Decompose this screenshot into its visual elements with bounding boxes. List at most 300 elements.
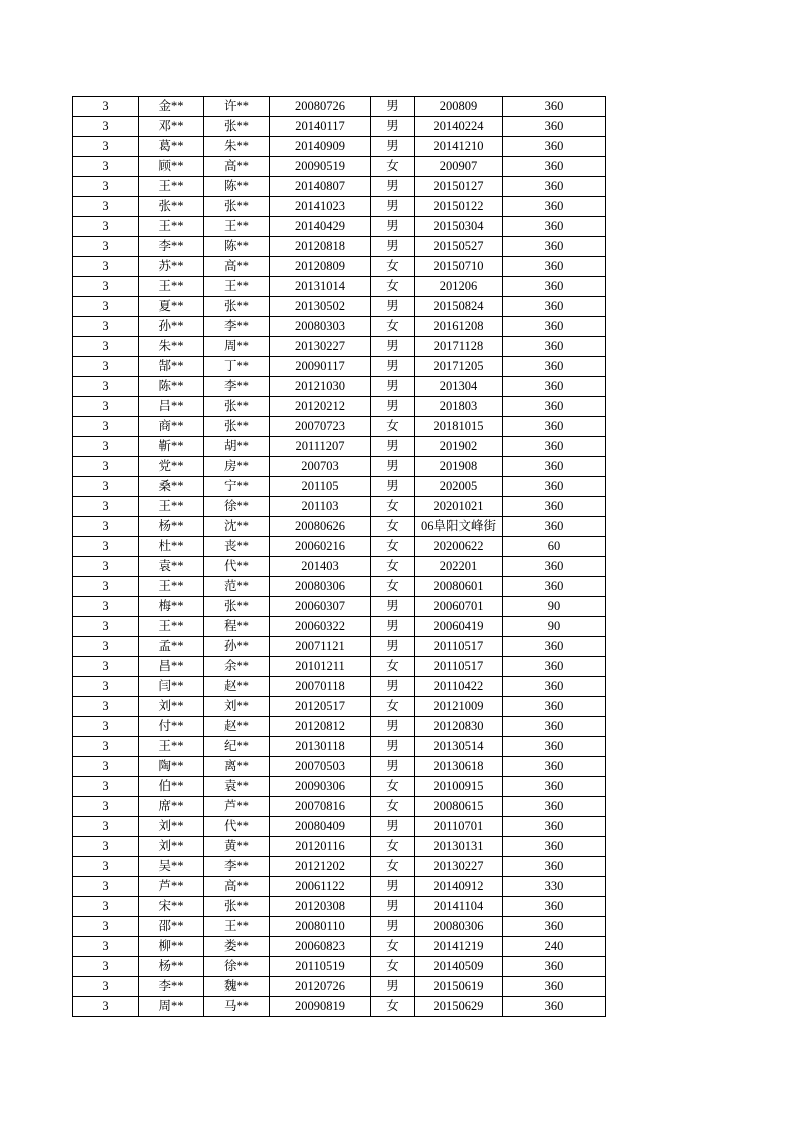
name-b-cell: 黄**	[204, 837, 270, 857]
amount-cell: 360	[503, 917, 606, 937]
table-row	[73, 377, 606, 397]
name-a-cell: 柳**	[139, 937, 204, 957]
amount-cell: 360	[503, 97, 606, 117]
gender-cell: 男	[371, 237, 415, 257]
amount-cell: 360	[503, 357, 606, 377]
group-cell: 3	[73, 797, 139, 817]
table-row	[73, 557, 606, 577]
name-b-cell: 丁**	[204, 357, 270, 377]
date-b-cell: 20130227	[415, 857, 503, 877]
gender-cell: 女	[371, 317, 415, 337]
name-b-cell: 纪**	[204, 737, 270, 757]
name-a-cell: 党**	[139, 457, 204, 477]
table-row	[73, 497, 606, 517]
amount-cell: 360	[503, 477, 606, 497]
name-a-cell: 商**	[139, 417, 204, 437]
gender-cell: 男	[371, 637, 415, 657]
name-b-cell: 赵**	[204, 677, 270, 697]
name-b-cell: 范**	[204, 577, 270, 597]
table-row	[73, 937, 606, 957]
date-a-cell: 20120308	[270, 897, 371, 917]
name-b-cell: 魏**	[204, 977, 270, 997]
name-b-cell: 赵**	[204, 717, 270, 737]
date-b-cell: 20130514	[415, 737, 503, 757]
amount-cell: 360	[503, 417, 606, 437]
table-row	[73, 137, 606, 157]
gender-cell: 男	[371, 977, 415, 997]
date-a-cell: 20101211	[270, 657, 371, 677]
name-a-cell: 周**	[139, 997, 204, 1017]
date-a-cell: 20120812	[270, 717, 371, 737]
table-row	[73, 697, 606, 717]
name-a-cell: 袁**	[139, 557, 204, 577]
name-a-cell: 杨**	[139, 517, 204, 537]
group-cell: 3	[73, 757, 139, 777]
date-b-cell: 20100915	[415, 777, 503, 797]
name-a-cell: 朱**	[139, 337, 204, 357]
group-cell: 3	[73, 697, 139, 717]
name-b-cell: 高**	[204, 257, 270, 277]
name-b-cell: 宁**	[204, 477, 270, 497]
amount-cell: 360	[503, 677, 606, 697]
gender-cell: 男	[371, 437, 415, 457]
name-b-cell: 许**	[204, 97, 270, 117]
gender-cell: 男	[371, 897, 415, 917]
date-b-cell: 200907	[415, 157, 503, 177]
table-row	[73, 317, 606, 337]
gender-cell: 女	[371, 997, 415, 1017]
date-b-cell: 20141219	[415, 937, 503, 957]
name-a-cell: 郜**	[139, 357, 204, 377]
date-a-cell: 20080409	[270, 817, 371, 837]
name-b-cell: 高**	[204, 157, 270, 177]
group-cell: 3	[73, 137, 139, 157]
name-b-cell: 张**	[204, 417, 270, 437]
amount-cell: 360	[503, 157, 606, 177]
date-b-cell: 20110701	[415, 817, 503, 837]
amount-cell: 360	[503, 257, 606, 277]
date-a-cell: 20090306	[270, 777, 371, 797]
date-b-cell: 20140509	[415, 957, 503, 977]
name-a-cell: 王**	[139, 497, 204, 517]
group-cell: 3	[73, 657, 139, 677]
gender-cell: 女	[371, 797, 415, 817]
group-cell: 3	[73, 857, 139, 877]
table-row	[73, 257, 606, 277]
gender-cell: 女	[371, 417, 415, 437]
group-cell: 3	[73, 817, 139, 837]
name-a-cell: 梅**	[139, 597, 204, 617]
group-cell: 3	[73, 517, 139, 537]
name-b-cell: 张**	[204, 117, 270, 137]
group-cell: 3	[73, 937, 139, 957]
name-b-cell: 陈**	[204, 177, 270, 197]
group-cell: 3	[73, 917, 139, 937]
date-a-cell: 20120818	[270, 237, 371, 257]
gender-cell: 男	[371, 917, 415, 937]
amount-cell: 360	[503, 817, 606, 837]
date-a-cell: 20070723	[270, 417, 371, 437]
date-b-cell: 20201021	[415, 497, 503, 517]
gender-cell: 男	[371, 457, 415, 477]
name-a-cell: 吴**	[139, 857, 204, 877]
name-a-cell: 李**	[139, 237, 204, 257]
table-row	[73, 737, 606, 757]
table-row	[73, 197, 606, 217]
amount-cell: 360	[503, 837, 606, 857]
gender-cell: 女	[371, 837, 415, 857]
name-b-cell: 芦**	[204, 797, 270, 817]
table-row	[73, 357, 606, 377]
amount-cell: 360	[503, 277, 606, 297]
group-cell: 3	[73, 497, 139, 517]
amount-cell: 90	[503, 597, 606, 617]
group-cell: 3	[73, 537, 139, 557]
date-b-cell: 20110422	[415, 677, 503, 697]
group-cell: 3	[73, 457, 139, 477]
date-b-cell: 202005	[415, 477, 503, 497]
table-row	[73, 717, 606, 737]
name-a-cell: 王**	[139, 277, 204, 297]
date-b-cell: 202201	[415, 557, 503, 577]
group-cell: 3	[73, 417, 139, 437]
group-cell: 3	[73, 877, 139, 897]
date-b-cell: 20141210	[415, 137, 503, 157]
gender-cell: 男	[371, 177, 415, 197]
date-a-cell: 20090819	[270, 997, 371, 1017]
gender-cell: 女	[371, 657, 415, 677]
name-b-cell: 徐**	[204, 957, 270, 977]
date-a-cell: 20111207	[270, 437, 371, 457]
name-a-cell: 张**	[139, 197, 204, 217]
name-b-cell: 房**	[204, 457, 270, 477]
name-a-cell: 吕**	[139, 397, 204, 417]
name-a-cell: 顾**	[139, 157, 204, 177]
gender-cell: 女	[371, 577, 415, 597]
amount-cell: 360	[503, 377, 606, 397]
amount-cell: 360	[503, 757, 606, 777]
name-b-cell: 李**	[204, 377, 270, 397]
date-b-cell: 20150127	[415, 177, 503, 197]
name-a-cell: 王**	[139, 217, 204, 237]
table-row	[73, 957, 606, 977]
name-b-cell: 周**	[204, 337, 270, 357]
date-a-cell: 20110519	[270, 957, 371, 977]
date-a-cell: 20131014	[270, 277, 371, 297]
group-cell: 3	[73, 277, 139, 297]
name-b-cell: 代**	[204, 557, 270, 577]
table-row	[73, 917, 606, 937]
date-b-cell: 20060419	[415, 617, 503, 637]
group-cell: 3	[73, 837, 139, 857]
gender-cell: 女	[371, 697, 415, 717]
group-cell: 3	[73, 177, 139, 197]
amount-cell: 360	[503, 777, 606, 797]
name-b-cell: 张**	[204, 297, 270, 317]
gender-cell: 男	[371, 197, 415, 217]
group-cell: 3	[73, 297, 139, 317]
group-cell: 3	[73, 357, 139, 377]
date-b-cell: 20080306	[415, 917, 503, 937]
name-b-cell: 马**	[204, 997, 270, 1017]
name-a-cell: 付**	[139, 717, 204, 737]
group-cell: 3	[73, 777, 139, 797]
name-a-cell: 邵**	[139, 917, 204, 937]
amount-cell: 90	[503, 617, 606, 637]
amount-cell: 360	[503, 397, 606, 417]
date-b-cell: 20171128	[415, 337, 503, 357]
date-b-cell: 20150824	[415, 297, 503, 317]
table-row	[73, 157, 606, 177]
amount-cell: 360	[503, 697, 606, 717]
date-b-cell: 201902	[415, 437, 503, 457]
date-b-cell: 20161208	[415, 317, 503, 337]
date-b-cell: 20140224	[415, 117, 503, 137]
name-b-cell: 余**	[204, 657, 270, 677]
group-cell: 3	[73, 897, 139, 917]
table-body	[73, 97, 606, 1017]
gender-cell: 男	[371, 717, 415, 737]
date-b-cell: 20110517	[415, 657, 503, 677]
group-cell: 3	[73, 377, 139, 397]
gender-cell: 男	[371, 377, 415, 397]
name-b-cell: 胡**	[204, 437, 270, 457]
table-row	[73, 577, 606, 597]
name-a-cell: 葛**	[139, 137, 204, 157]
amount-cell: 360	[503, 657, 606, 677]
gender-cell: 女	[371, 257, 415, 277]
gender-cell: 男	[371, 397, 415, 417]
gender-cell: 男	[371, 137, 415, 157]
amount-cell: 360	[503, 797, 606, 817]
name-a-cell: 陈**	[139, 377, 204, 397]
table-row	[73, 677, 606, 697]
group-cell: 3	[73, 237, 139, 257]
amount-cell: 360	[503, 197, 606, 217]
name-a-cell: 王**	[139, 737, 204, 757]
name-b-cell: 陈**	[204, 237, 270, 257]
date-b-cell: 20150619	[415, 977, 503, 997]
date-b-cell: 20150710	[415, 257, 503, 277]
table-row	[73, 877, 606, 897]
table-row	[73, 797, 606, 817]
date-a-cell: 20060307	[270, 597, 371, 617]
group-cell: 3	[73, 637, 139, 657]
gender-cell: 男	[371, 737, 415, 757]
date-b-cell: 20110517	[415, 637, 503, 657]
name-a-cell: 杨**	[139, 957, 204, 977]
group-cell: 3	[73, 437, 139, 457]
group-cell: 3	[73, 957, 139, 977]
date-a-cell: 20080306	[270, 577, 371, 597]
amount-cell: 360	[503, 297, 606, 317]
name-a-cell: 昌**	[139, 657, 204, 677]
table-row	[73, 397, 606, 417]
date-a-cell: 20120212	[270, 397, 371, 417]
name-b-cell: 徐**	[204, 497, 270, 517]
group-cell: 3	[73, 97, 139, 117]
date-a-cell: 20121202	[270, 857, 371, 877]
date-b-cell: 20141104	[415, 897, 503, 917]
name-a-cell: 杜**	[139, 537, 204, 557]
amount-cell: 240	[503, 937, 606, 957]
date-b-cell: 20120830	[415, 717, 503, 737]
name-b-cell: 袁**	[204, 777, 270, 797]
gender-cell: 男	[371, 217, 415, 237]
table-row	[73, 297, 606, 317]
name-a-cell: 宋**	[139, 897, 204, 917]
date-b-cell: 20130618	[415, 757, 503, 777]
name-a-cell: 孟**	[139, 637, 204, 657]
date-a-cell: 20140117	[270, 117, 371, 137]
amount-cell: 360	[503, 957, 606, 977]
table-row	[73, 777, 606, 797]
date-b-cell: 200809	[415, 97, 503, 117]
group-cell: 3	[73, 217, 139, 237]
date-b-cell: 20150304	[415, 217, 503, 237]
name-b-cell: 李**	[204, 317, 270, 337]
table-row	[73, 217, 606, 237]
name-b-cell: 娄**	[204, 937, 270, 957]
amount-cell: 360	[503, 897, 606, 917]
table-row	[73, 177, 606, 197]
amount-cell: 360	[503, 977, 606, 997]
table-row	[73, 657, 606, 677]
amount-cell: 330	[503, 877, 606, 897]
table-row	[73, 537, 606, 557]
date-b-cell: 20150629	[415, 997, 503, 1017]
date-b-cell: 20121009	[415, 697, 503, 717]
amount-cell: 360	[503, 997, 606, 1017]
date-a-cell: 20061122	[270, 877, 371, 897]
group-cell: 3	[73, 117, 139, 137]
date-a-cell: 201105	[270, 477, 371, 497]
table-row	[73, 597, 606, 617]
gender-cell: 男	[371, 817, 415, 837]
group-cell: 3	[73, 317, 139, 337]
amount-cell: 360	[503, 857, 606, 877]
name-a-cell: 王**	[139, 617, 204, 637]
table-row	[73, 857, 606, 877]
date-b-cell: 20130131	[415, 837, 503, 857]
date-a-cell: 20120116	[270, 837, 371, 857]
gender-cell: 男	[371, 597, 415, 617]
date-a-cell: 20130227	[270, 337, 371, 357]
amount-cell: 360	[503, 497, 606, 517]
group-cell: 3	[73, 197, 139, 217]
date-a-cell: 20141023	[270, 197, 371, 217]
name-a-cell: 苏**	[139, 257, 204, 277]
name-b-cell: 李**	[204, 857, 270, 877]
date-a-cell: 20070816	[270, 797, 371, 817]
date-a-cell: 20130118	[270, 737, 371, 757]
group-cell: 3	[73, 557, 139, 577]
gender-cell: 女	[371, 157, 415, 177]
date-a-cell: 20070118	[270, 677, 371, 697]
name-b-cell: 张**	[204, 197, 270, 217]
gender-cell: 男	[371, 477, 415, 497]
group-cell: 3	[73, 257, 139, 277]
gender-cell: 女	[371, 857, 415, 877]
gender-cell: 男	[371, 357, 415, 377]
amount-cell: 360	[503, 457, 606, 477]
gender-cell: 女	[371, 277, 415, 297]
gender-cell: 男	[371, 117, 415, 137]
group-cell: 3	[73, 717, 139, 737]
name-a-cell: 伯**	[139, 777, 204, 797]
amount-cell: 360	[503, 717, 606, 737]
table-row	[73, 437, 606, 457]
table-row	[73, 617, 606, 637]
date-a-cell: 20080726	[270, 97, 371, 117]
amount-cell: 360	[503, 117, 606, 137]
name-a-cell: 靳**	[139, 437, 204, 457]
group-cell: 3	[73, 597, 139, 617]
name-a-cell: 邓**	[139, 117, 204, 137]
name-b-cell: 沈**	[204, 517, 270, 537]
name-b-cell: 王**	[204, 217, 270, 237]
date-a-cell: 20080626	[270, 517, 371, 537]
date-b-cell: 201206	[415, 277, 503, 297]
amount-cell: 360	[503, 237, 606, 257]
name-a-cell: 席**	[139, 797, 204, 817]
date-a-cell: 20090519	[270, 157, 371, 177]
date-a-cell: 201403	[270, 557, 371, 577]
name-b-cell: 张**	[204, 597, 270, 617]
date-b-cell: 06阜阳文峰街	[415, 517, 503, 537]
gender-cell: 男	[371, 617, 415, 637]
group-cell: 3	[73, 997, 139, 1017]
table-row	[73, 277, 606, 297]
date-a-cell: 20120809	[270, 257, 371, 277]
table-row	[73, 477, 606, 497]
group-cell: 3	[73, 577, 139, 597]
group-cell: 3	[73, 617, 139, 637]
date-a-cell: 20080303	[270, 317, 371, 337]
group-cell: 3	[73, 397, 139, 417]
gender-cell: 男	[371, 757, 415, 777]
name-a-cell: 刘**	[139, 837, 204, 857]
date-b-cell: 20150122	[415, 197, 503, 217]
table-row	[73, 97, 606, 117]
table-row	[73, 337, 606, 357]
group-cell: 3	[73, 477, 139, 497]
table-row	[73, 417, 606, 437]
date-a-cell: 20090117	[270, 357, 371, 377]
name-a-cell: 王**	[139, 177, 204, 197]
date-a-cell: 20060823	[270, 937, 371, 957]
date-b-cell: 201908	[415, 457, 503, 477]
name-a-cell: 刘**	[139, 817, 204, 837]
name-b-cell: 张**	[204, 397, 270, 417]
table-row	[73, 517, 606, 537]
date-b-cell: 20150527	[415, 237, 503, 257]
gender-cell: 女	[371, 957, 415, 977]
name-b-cell: 代**	[204, 817, 270, 837]
date-a-cell: 20070503	[270, 757, 371, 777]
group-cell: 3	[73, 157, 139, 177]
name-b-cell: 张**	[204, 897, 270, 917]
name-a-cell: 陶**	[139, 757, 204, 777]
group-cell: 3	[73, 977, 139, 997]
date-a-cell: 20080110	[270, 917, 371, 937]
name-b-cell: 刘**	[204, 697, 270, 717]
date-a-cell: 20140429	[270, 217, 371, 237]
date-b-cell: 20181015	[415, 417, 503, 437]
date-a-cell: 201103	[270, 497, 371, 517]
data-table	[72, 96, 606, 1017]
table-row	[73, 817, 606, 837]
